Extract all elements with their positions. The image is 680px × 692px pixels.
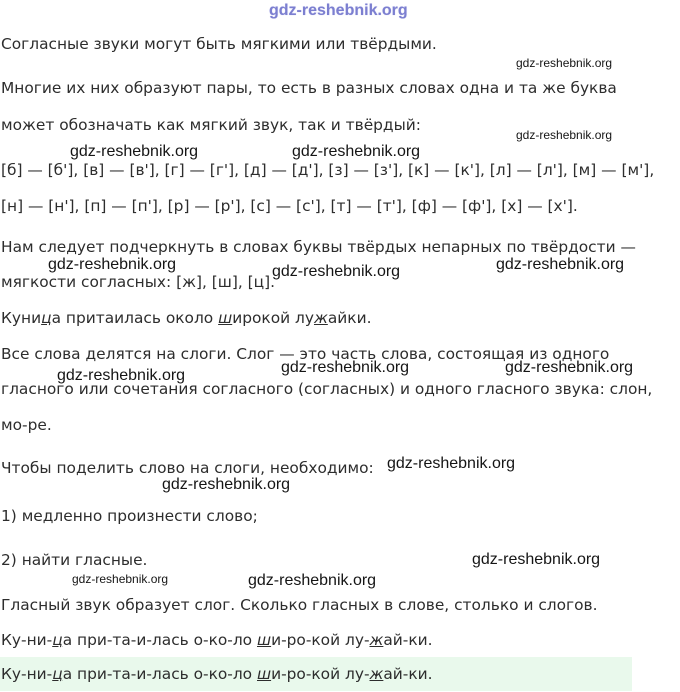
underlined-letter: ц <box>41 309 52 327</box>
underlined-letter: ш <box>257 631 272 649</box>
underlined-letter: ж <box>369 665 384 683</box>
paragraph-line: Нам следует подчеркнуть в словах буквы твёрдых непарных по твёрдости — <box>1 238 636 256</box>
syllable-part: а при-та-и-лась о-ко-ло <box>62 631 257 649</box>
paragraph-line: 1) медленно произнести слово; <box>1 507 258 525</box>
sentence-part: ирокой лу <box>232 309 314 327</box>
paragraph-line: [н] — [н'], [п] — [п'], [р] — [р'], [с] — [с'], [т] — [т'], [ф] — [ф'], [х] — [х']. <box>1 197 578 215</box>
watermark: gdz-reshebnik.org <box>292 143 421 160</box>
watermark: gdz-reshebnik.org <box>516 128 613 142</box>
watermark: gdz-reshebnik.org <box>57 367 186 384</box>
watermark: gdz-reshebnik.org <box>162 476 291 493</box>
watermark: gdz-reshebnik.org <box>472 551 601 568</box>
syllable-part: Ку-ни- <box>1 631 53 649</box>
sentence-part: айки. <box>327 309 372 327</box>
watermark: gdz-reshebnik.org <box>272 263 401 280</box>
paragraph-line: Многие их них образуют пары, то есть в разных словах одна и та же буква <box>1 79 617 97</box>
sentence-part: Куни <box>1 309 42 327</box>
underlined-letter: ж <box>313 309 328 327</box>
syllable-part: и-ро-кой лу- <box>271 631 370 649</box>
sentence-part: а притаилась около <box>51 309 219 327</box>
watermark: gdz-reshebnik.org <box>281 359 410 376</box>
watermark: gdz-reshebnik.org <box>70 143 199 160</box>
paragraph-line: Согласные звуки могут быть мягкими или твёрдыми. <box>1 35 437 53</box>
watermark: gdz-reshebnik.org <box>248 572 377 589</box>
answer-syllable-division <box>1 664 433 684</box>
syllable-division <box>1 630 433 650</box>
watermark: gdz-reshebnik.org <box>72 572 169 586</box>
example-sentence <box>1 308 371 328</box>
paragraph-line: [б] — [б'], [в] — [в'], [г] — [г'], [д] — [д'], [з] — [з'], [к] — [к'], [л] — [л'], [м] — [м'], <box>1 161 655 179</box>
paragraph-line: гласного или сочетания согласного (согласных) и одного гласного звука: слон, <box>1 380 653 398</box>
watermark: gdz-reshebnik.org <box>387 455 516 472</box>
syllable-part: ай-ки. <box>383 665 433 683</box>
watermark: gdz-reshebnik.org <box>496 256 625 273</box>
syllable-part: а при-та-и-лась о-ко-ло <box>62 665 257 683</box>
paragraph-line: мягкости согласных: [ж], [ш], [ц]. <box>1 273 275 291</box>
underlined-letter: ш <box>257 665 272 683</box>
header-site-watermark: gdz-reshebnik.org <box>269 2 408 19</box>
syllable-part: и-ро-кой лу- <box>271 665 370 683</box>
paragraph-line: 2) найти гласные. <box>1 551 148 569</box>
underlined-letter: ж <box>369 631 384 649</box>
underlined-letter: ц <box>52 631 63 649</box>
paragraph-line: Все слова делятся на слоги. Слог — это часть слова, состоящая из одного <box>1 345 610 363</box>
paragraph-line: Чтобы поделить слово на слоги, необходимо: <box>1 459 374 477</box>
paragraph-line: Гласный звук образует слог. Сколько гласных в слове, столько и слогов. <box>1 596 598 614</box>
underlined-letter: ц <box>52 665 63 683</box>
paragraph-line: может обозначать как мягкий звук, так и твёрдый: <box>1 116 421 134</box>
syllable-part: Ку-ни- <box>1 665 53 683</box>
watermark: gdz-reshebnik.org <box>48 256 177 273</box>
paragraph-line: мо-ре. <box>1 416 52 434</box>
watermark: gdz-reshebnik.org <box>505 359 634 376</box>
syllable-part: ай-ки. <box>383 631 433 649</box>
watermark: gdz-reshebnik.org <box>516 56 613 70</box>
underlined-letter: ш <box>218 309 233 327</box>
